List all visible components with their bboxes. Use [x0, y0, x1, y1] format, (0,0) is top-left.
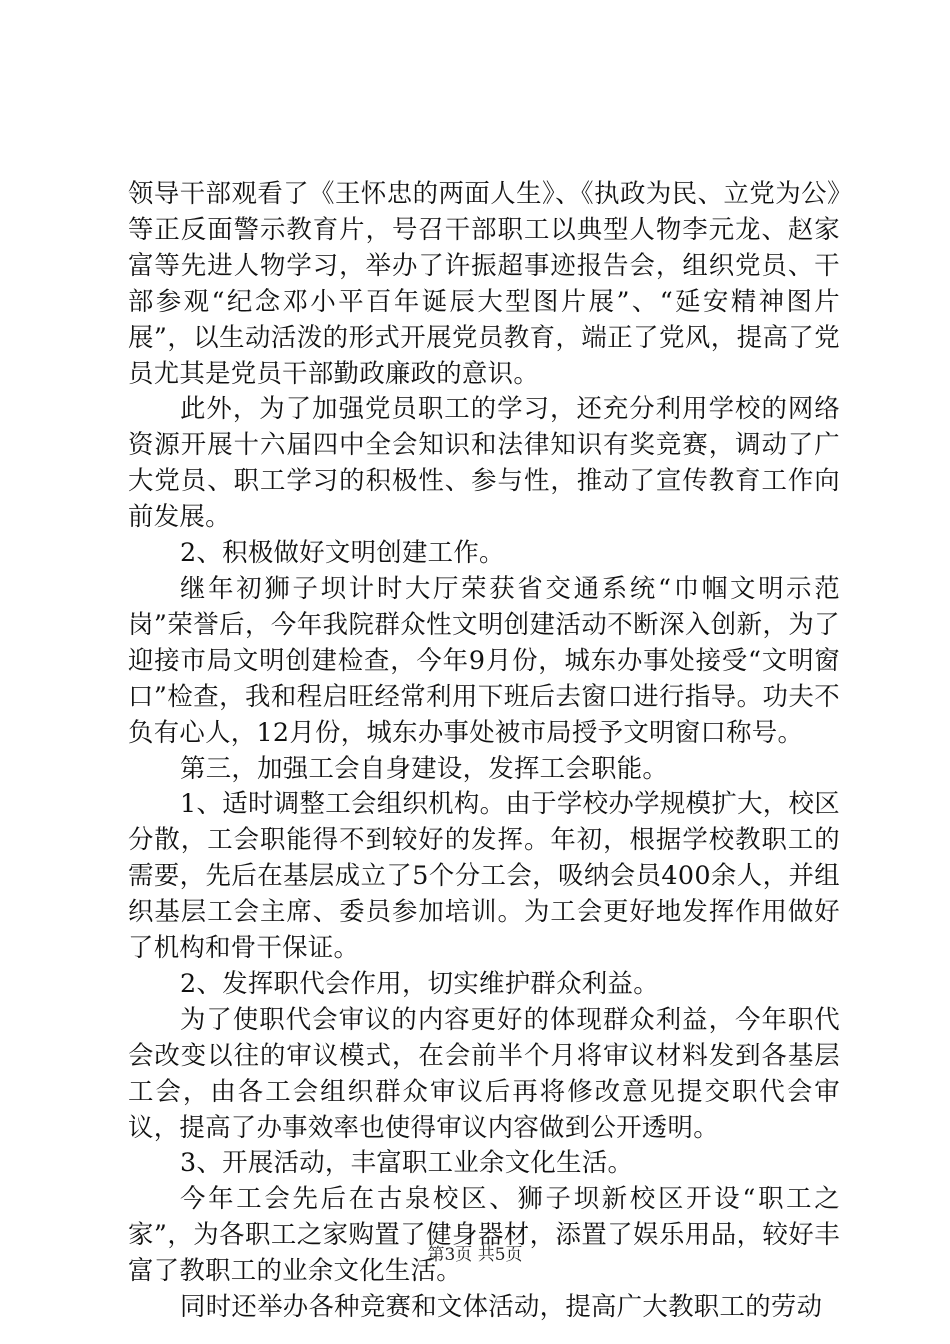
paragraph: 此外，为了加强党员职工的学习，还充分利用学校的网络资源开展十六届四中全会知识和法律知识有奖竞赛，调动了广大党员、职工学习的积极性、参与性，推动了宣传教育工作向前发展。	[128, 393, 840, 532]
paragraph-continuation: 领导干部观看了《王怀忠的两面人生》、《执政为民、立党为公》等正反面警示教育片，号召干部职工以典型人物李元龙、赵家富等先进人物学习，举办了许振超事迹报告会，组织党员、干部参观“纪念邓小平百年诞辰大型图片展”、“延安精神图片展”，以生动活泼的形式开展党员教育，端正了党风，提高了党员尤其是党员干部勤政廉政的意识。	[128, 178, 840, 388]
paragraph: 为了使职代会审议的内容更好的体现群众利益，今年职代会改变以往的审议模式，在会前半个月将审议材料发到各基层工会，由各工会组织群众审议后再将修改意见提交职代会审议，提高了办事效率也使得审议内容做到公开透明。	[128, 1003, 840, 1142]
paragraph: 同时还举办各种竞赛和文体活动，提高广大教职工的劳动	[180, 1291, 823, 1322]
section-heading: 3、开展活动，丰富职工业余文化生活。	[180, 1147, 634, 1178]
page-indicator: 第3页 共5页	[427, 1245, 523, 1265]
section-heading: 2、发挥职代会作用，切实维护群众利益。	[180, 967, 659, 998]
paragraph: 今年工会先后在古泉校区、狮子坝新校区开设“职工之家”，为各职工之家购置了健身器材，添置了娱乐用品，较好丰富了教职工的业余文化生活。	[128, 1183, 840, 1286]
document-body	[128, 176, 840, 1325]
section-heading: 2、积极做好文明创建工作。	[180, 537, 505, 568]
page-footer	[0, 1244, 950, 1266]
paragraph: 继年初狮子坝计时大厅荣获省交通系统“巾帼文明示范岗”荣誉后，今年我院群众性文明创建活动不断深入创新，为了迎接市局文明创建检查，今年9月份，城东办事处接受“文明窗口”检查，我和程启旺经常利用下班后去窗口进行指导。功夫不负有心人，12月份，城东办事处被市局授予文明窗口称号。	[128, 572, 840, 747]
section-heading: 第三，加强工会自身建设，发挥工会职能。	[180, 752, 669, 783]
paragraph: 1、适时调整工会组织机构。由于学校办学规模扩大，校区分散，工会职能得不到较好的发挥。年初，根据学校教职工的需要，先后在基层成立了5个分工会，吸纳会员400余人，并组织基层工会主席、委员参加培训。为工会更好地发挥作用做好了机构和骨干保证。	[128, 788, 840, 963]
